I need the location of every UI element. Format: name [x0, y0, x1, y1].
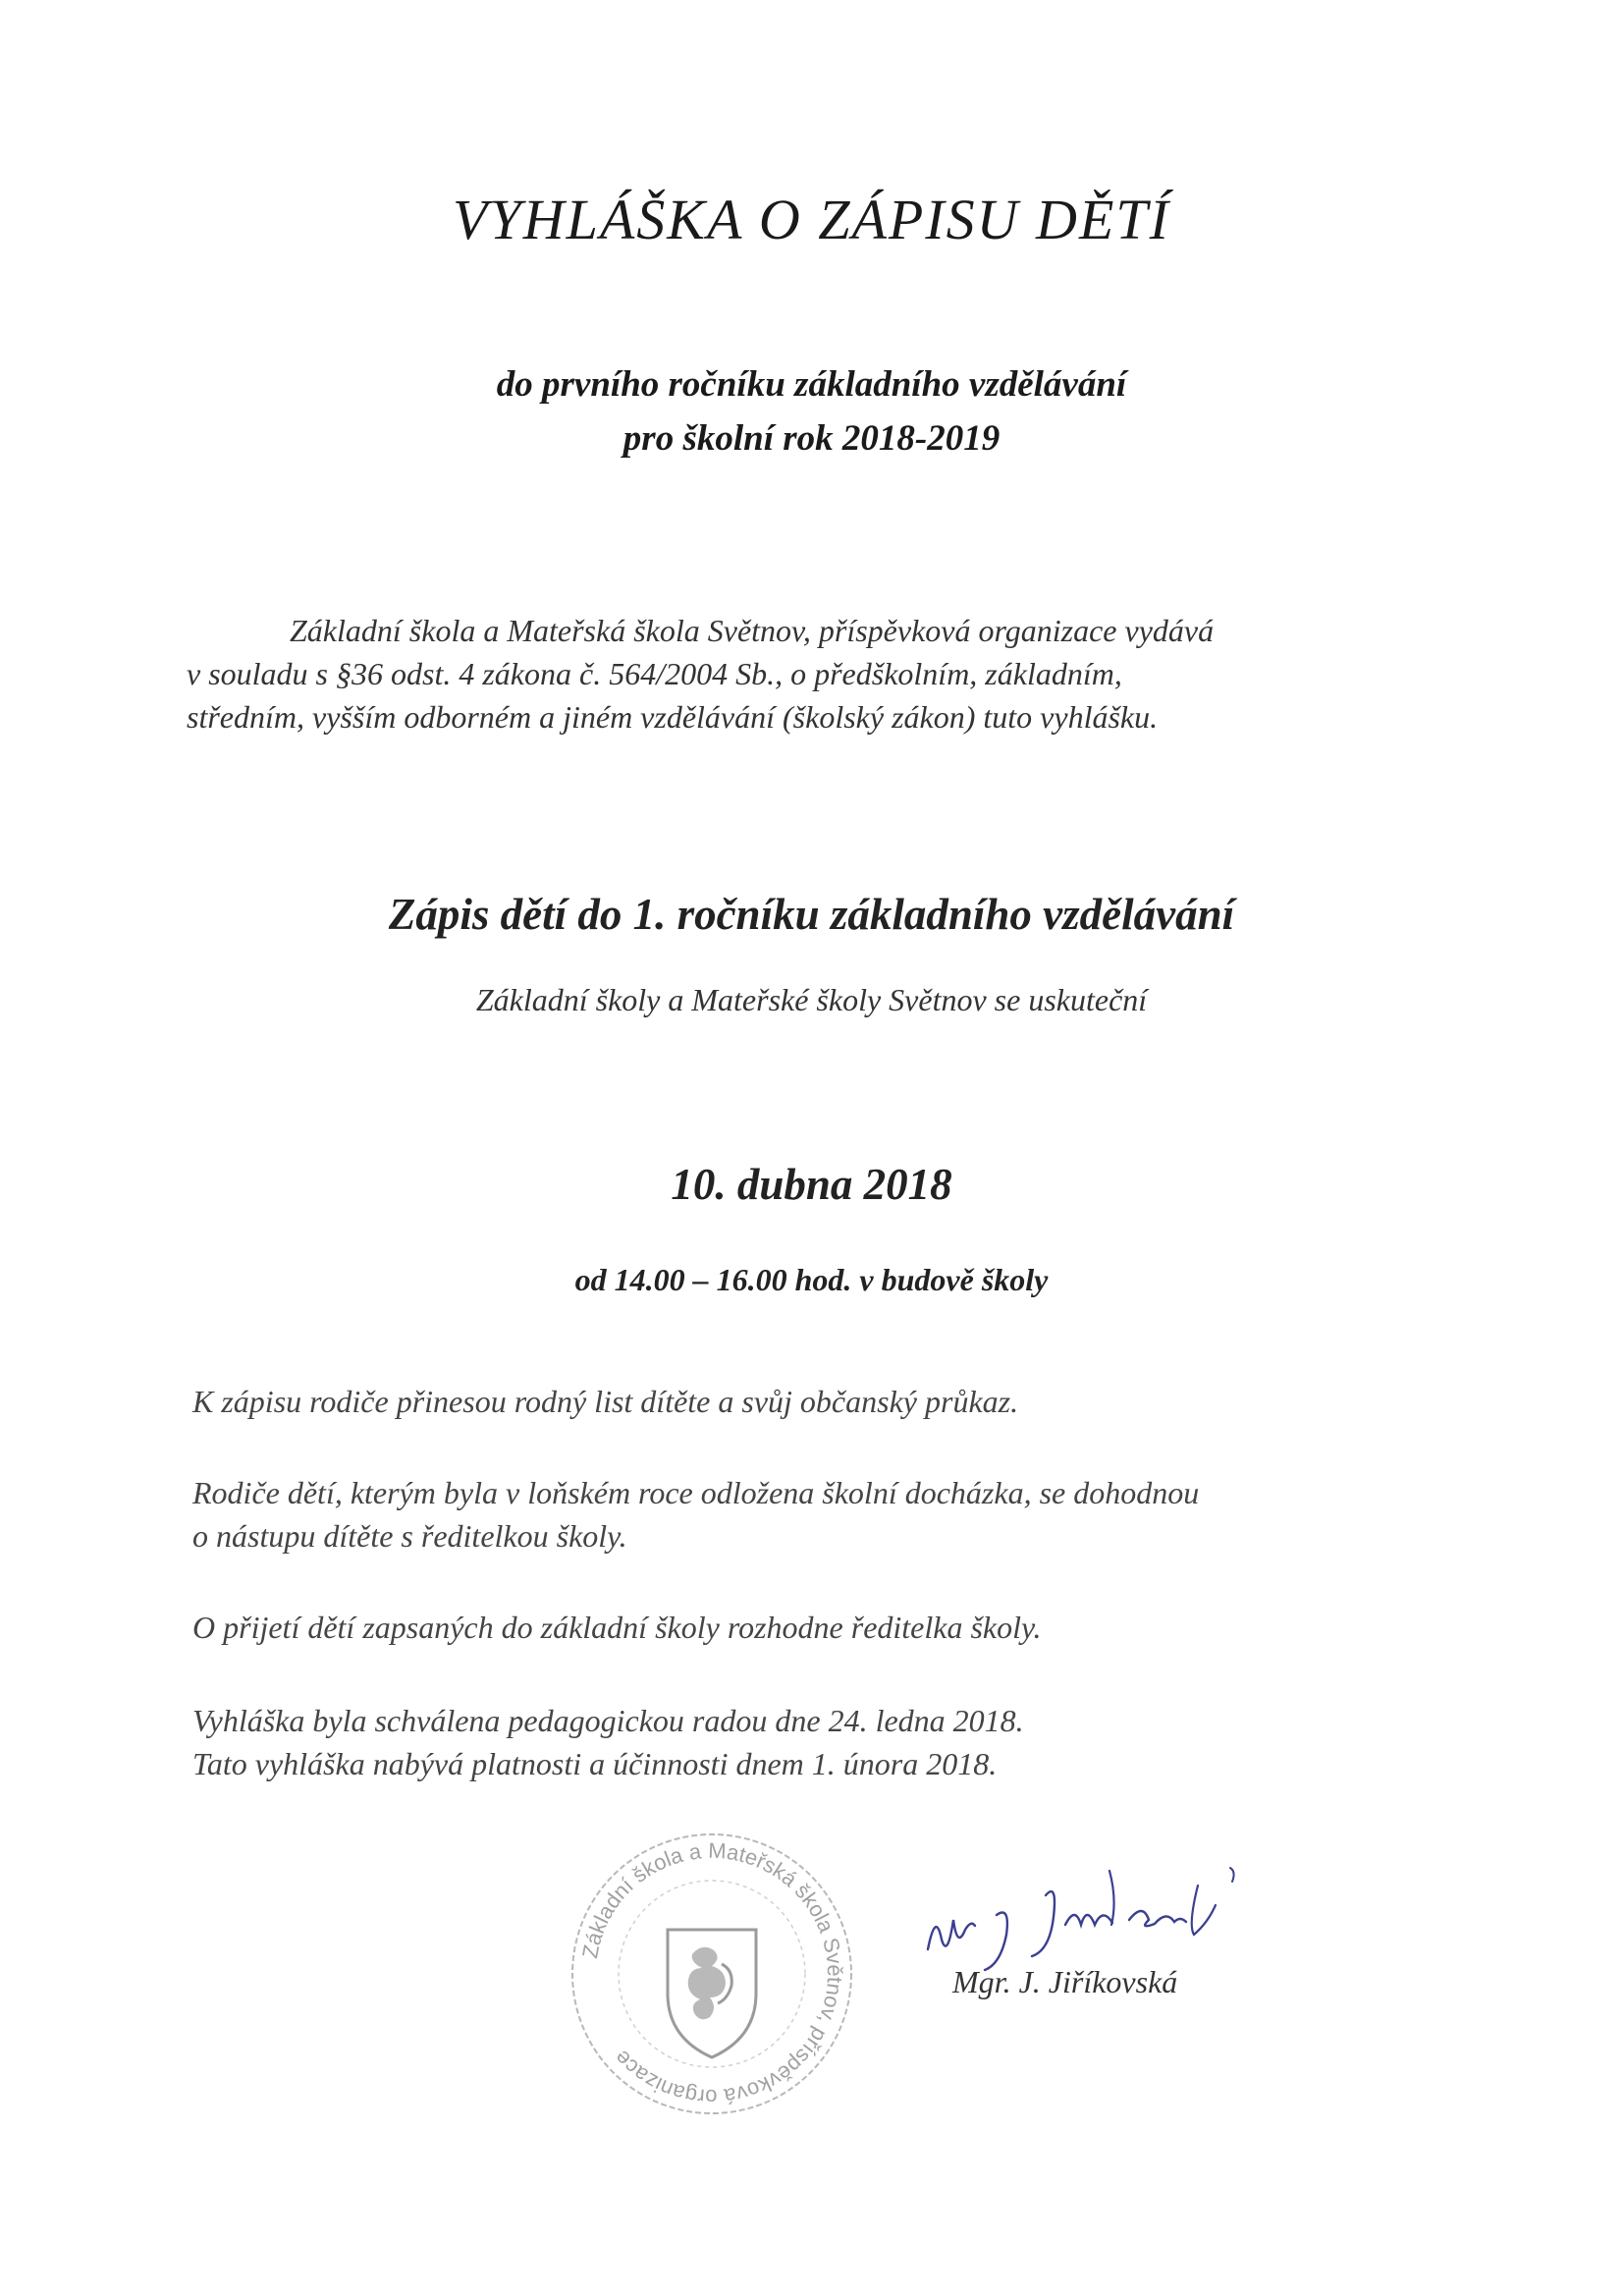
signature — [918, 1856, 1291, 1974]
paragraph-documents-text: K zápisu rodiče přinesou rodný list dítěte a svůj občanský průkaz. — [192, 1384, 1019, 1419]
enrollment-time-place: od 14.00 – 16.00 hod. v budově školy — [574, 1262, 1049, 1297]
paragraph-deferral — [192, 1471, 1469, 1558]
paragraph-deferral-line-2: o nástupu dítěte s ředitelkou školy. — [192, 1518, 627, 1554]
section-subheading: Základní školy a Mateřské školy Světnov se uskuteční — [475, 982, 1148, 1017]
intro-line-3: středním, vyšším odborném a jiném vzdělávání (školský zákon) tuto vyhlášku. — [187, 699, 1159, 735]
intro-paragraph — [187, 609, 1434, 738]
paragraph-admission — [192, 1606, 1469, 1649]
intro-line-1: Základní škola a Mateřská škola Světnov, příspěvková organizace vydává — [290, 613, 1215, 648]
paragraph-admission-text: O přijetí dětí zapsaných do základní školy rozhodne ředitelka školy. — [192, 1610, 1042, 1645]
enrollment-date: 10. dubna 2018 — [671, 1160, 952, 1209]
paragraph-deferral-line-1: Rodiče dětí, kterým byla v loňském roce odložena školní docházka, se dohodnou — [192, 1475, 1200, 1510]
paragraph-validity-line-2: Tato vyhláška nabývá platnosti a účinnosti dnem 1. února 2018. — [192, 1746, 998, 1781]
coat-of-arms-icon — [668, 1930, 756, 2057]
intro-line-2: v souladu s §36 odst. 4 zákona č. 564/2004 Sb., o předškolním, základním, — [187, 656, 1122, 691]
school-stamp — [565, 1827, 859, 2121]
paragraph-documents — [192, 1380, 1469, 1423]
section-heading: Zápis dětí do 1. ročníku základního vzdělávání — [388, 890, 1235, 939]
subtitle-line-2: pro školní rok 2018-2019 — [622, 418, 1001, 459]
paragraph-validity-line-1: Vyhláška byla schválena pedagogickou radou dne 24. ledna 2018. — [192, 1703, 1024, 1738]
subtitle-line-1: do prvního ročníku základního vzdělávání — [496, 364, 1127, 405]
document-title: VYHLÁŠKA O ZÁPISU DĚTÍ — [453, 188, 1170, 251]
stamp-text: Základní škola a Mateřská škola Světnov, příspěvková organizace — [577, 1837, 848, 2110]
paragraph-validity — [192, 1699, 1469, 1785]
signer-name: Mgr. J. Jiříkovská — [952, 1964, 1178, 1999]
